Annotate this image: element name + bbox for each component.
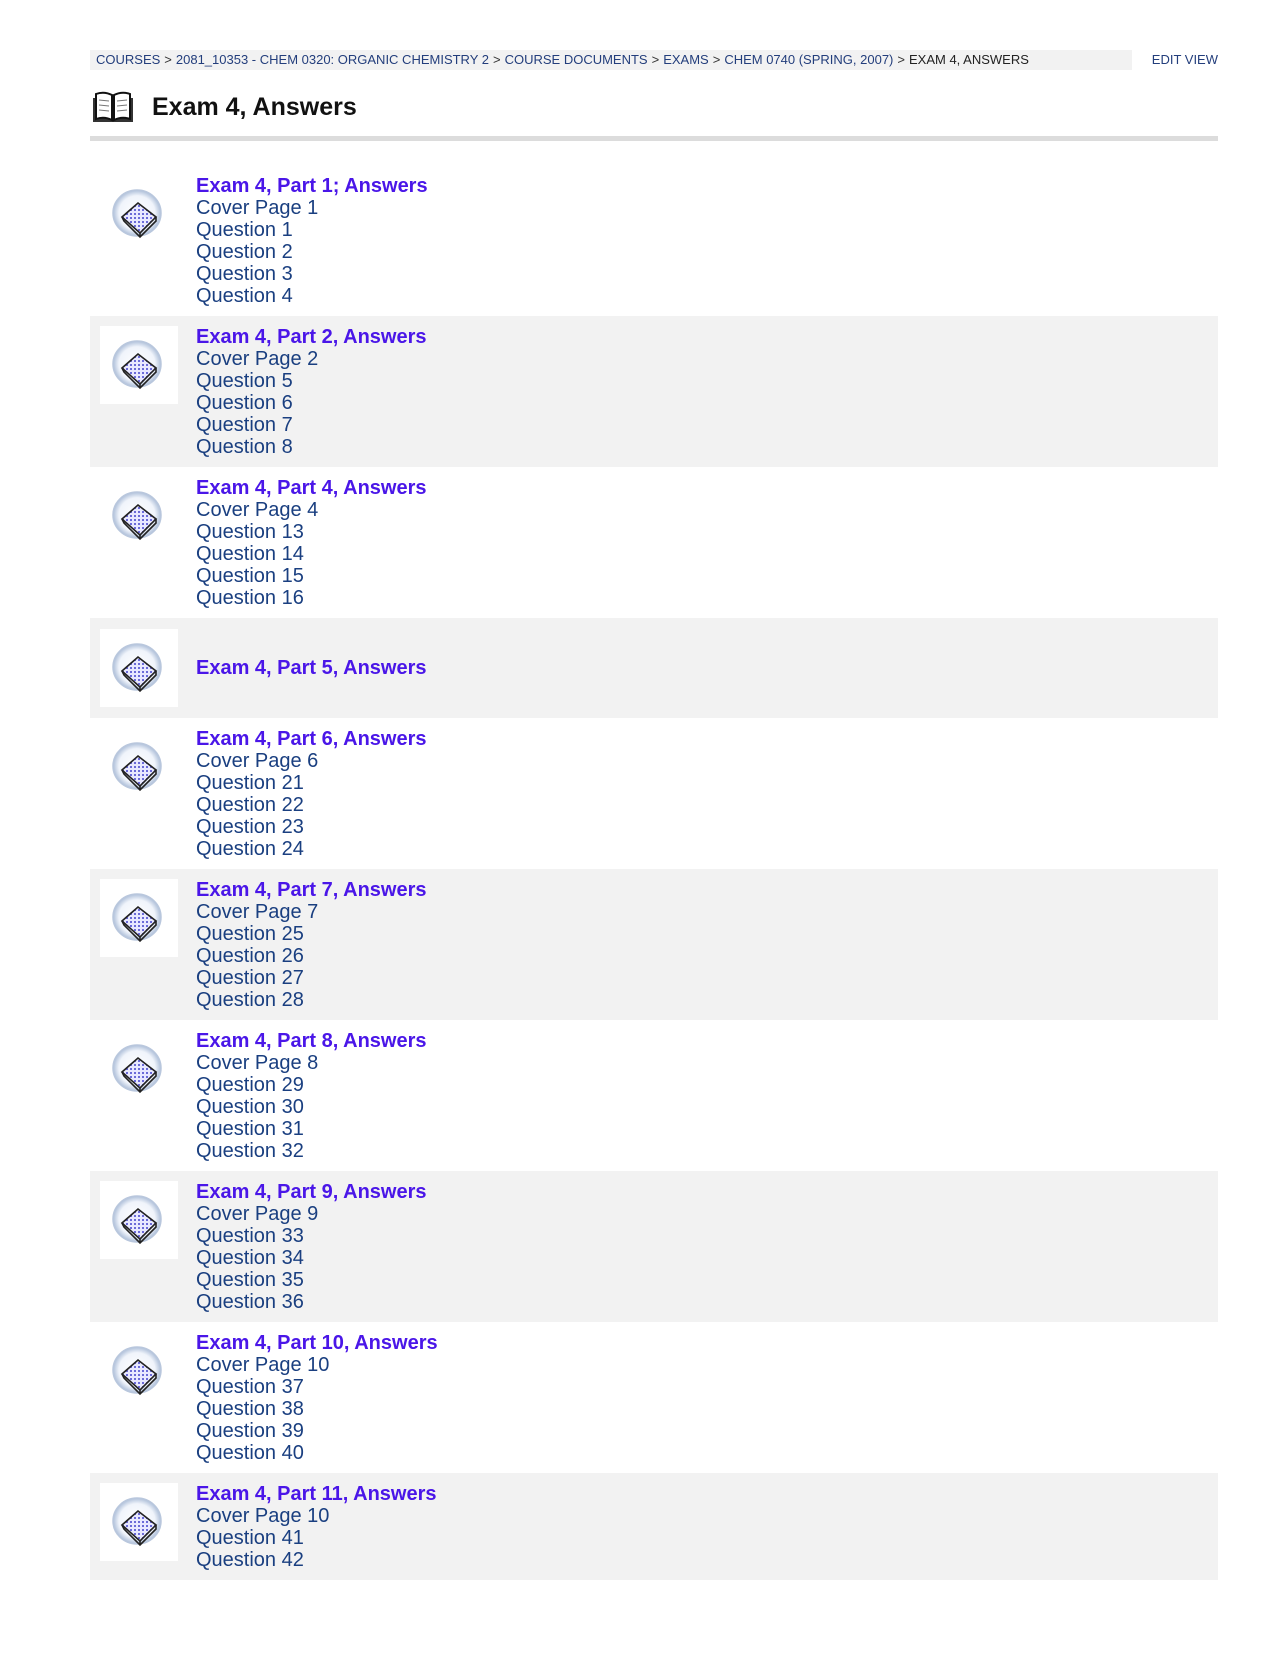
breadcrumb-courses[interactable]: COURSES (96, 52, 161, 67)
list-item (90, 1020, 1218, 1171)
sub-link[interactable]: Cover Page 10 (196, 1354, 330, 1376)
document-diamond-icon (110, 639, 168, 697)
sub-link[interactable]: Question 37 (196, 1376, 304, 1398)
page-header (90, 84, 1218, 130)
list-item (90, 1171, 1218, 1322)
sub-link[interactable]: Question 16 (196, 587, 304, 609)
document-diamond-icon (110, 1342, 168, 1400)
item-title-link[interactable]: Exam 4, Part 1; Answers (196, 175, 428, 197)
document-diamond-icon (110, 738, 168, 796)
document-icon-cell[interactable] (100, 879, 178, 957)
list-item (90, 718, 1218, 869)
document-icon-cell[interactable] (100, 728, 178, 806)
sub-link[interactable]: Cover Page 1 (196, 197, 319, 219)
breadcrumb-current: EXAM 4, ANSWERS (908, 52, 1029, 67)
item-text (196, 326, 427, 458)
sub-link[interactable]: Question 39 (196, 1420, 304, 1442)
sub-link[interactable]: Question 23 (196, 816, 304, 838)
breadcrumb (90, 50, 1132, 70)
sub-link[interactable]: Question 8 (196, 436, 293, 458)
item-text (196, 1181, 427, 1313)
sub-link[interactable]: Question 3 (196, 263, 293, 285)
list-item (90, 165, 1218, 316)
document-diamond-icon (110, 1191, 168, 1249)
sub-link[interactable]: Cover Page 2 (196, 348, 319, 370)
list-item (90, 869, 1218, 1020)
document-icon-cell[interactable] (100, 175, 178, 253)
item-text (196, 175, 428, 307)
document-icon-cell[interactable] (100, 1030, 178, 1108)
content-list (90, 165, 1218, 1580)
item-title-link[interactable]: Exam 4, Part 6, Answers (196, 728, 427, 750)
sub-link[interactable]: Cover Page 4 (196, 499, 319, 521)
sub-link[interactable]: Question 38 (196, 1398, 304, 1420)
item-title-link[interactable]: Exam 4, Part 7, Answers (196, 879, 427, 901)
breadcrumb-course[interactable]: 2081_10353 - CHEM 0320: ORGANIC CHEMISTRY 2 (175, 52, 489, 67)
sub-link[interactable]: Question 28 (196, 989, 304, 1011)
item-title-link[interactable]: Exam 4, Part 11, Answers (196, 1483, 437, 1505)
document-icon-cell[interactable] (100, 1181, 178, 1259)
document-diamond-icon (110, 1493, 168, 1551)
sub-link[interactable]: Cover Page 10 (196, 1505, 330, 1527)
open-book-icon (92, 90, 134, 124)
item-title-link[interactable]: Exam 4, Part 8, Answers (196, 1030, 427, 1052)
sub-link[interactable]: Question 1 (196, 219, 293, 241)
breadcrumb-exams[interactable]: EXAMS (663, 52, 709, 67)
sub-link[interactable]: Question 36 (196, 1291, 304, 1313)
sub-link[interactable]: Question 22 (196, 794, 304, 816)
document-diamond-icon (110, 336, 168, 394)
item-text (196, 657, 427, 679)
item-text (196, 477, 427, 609)
sub-link[interactable]: Question 25 (196, 923, 304, 945)
item-title-link[interactable]: Exam 4, Part 5, Answers (196, 657, 427, 679)
sub-link[interactable]: Question 26 (196, 945, 304, 967)
document-icon-cell[interactable] (100, 477, 178, 555)
sub-link[interactable]: Question 30 (196, 1096, 304, 1118)
sub-link[interactable]: Question 15 (196, 565, 304, 587)
sub-link[interactable]: Question 4 (196, 285, 293, 307)
page (90, 50, 1218, 1580)
sub-link[interactable]: Cover Page 9 (196, 1203, 319, 1225)
document-diamond-icon (110, 487, 168, 545)
breadcrumb-separator: > (164, 52, 172, 67)
sub-link[interactable]: Question 21 (196, 772, 304, 794)
breadcrumb-separator: > (493, 52, 501, 67)
document-icon-cell[interactable] (100, 1483, 178, 1561)
sub-link[interactable]: Question 24 (196, 838, 304, 860)
sub-link[interactable]: Question 31 (196, 1118, 304, 1140)
breadcrumb-separator: > (651, 52, 660, 67)
item-text (196, 728, 427, 860)
sub-link[interactable]: Question 14 (196, 543, 304, 565)
sub-link[interactable]: Question 5 (196, 370, 293, 392)
breadcrumb-course-documents[interactable]: COURSE DOCUMENTS (504, 52, 648, 67)
list-item (90, 467, 1218, 618)
sub-link[interactable]: Question 42 (196, 1549, 304, 1571)
list-item (90, 1473, 1218, 1580)
sub-link[interactable]: Question 6 (196, 392, 293, 414)
document-diamond-icon (110, 185, 168, 243)
item-text (196, 1483, 437, 1571)
item-title-link[interactable]: Exam 4, Part 10, Answers (196, 1332, 438, 1354)
breadcrumb-separator: > (712, 52, 721, 67)
document-diamond-icon (110, 1040, 168, 1098)
sub-link[interactable]: Cover Page 6 (196, 750, 319, 772)
sub-link[interactable]: Question 13 (196, 521, 304, 543)
sub-link[interactable]: Question 27 (196, 967, 304, 989)
item-title-link[interactable]: Exam 4, Part 4, Answers (196, 477, 427, 499)
title-divider (90, 136, 1218, 141)
breadcrumb-separator: > (897, 52, 905, 67)
item-text (196, 1332, 438, 1464)
item-text (196, 1030, 427, 1162)
sub-link[interactable]: Question 7 (196, 414, 293, 436)
sub-link[interactable]: Cover Page 7 (196, 901, 319, 923)
breadcrumb-chem-0740[interactable]: CHEM 0740 (SPRING, 2007) (724, 52, 894, 67)
document-icon-cell[interactable] (100, 326, 178, 404)
page-title: Exam 4, Answers (152, 92, 357, 121)
document-diamond-icon (110, 889, 168, 947)
sub-link[interactable]: Question 40 (196, 1442, 304, 1464)
sub-link[interactable]: Cover Page 8 (196, 1052, 319, 1074)
top-bar (90, 50, 1218, 74)
list-item (90, 1322, 1218, 1473)
sub-link[interactable]: Question 41 (196, 1527, 304, 1549)
edit-view-link[interactable]: EDIT VIEW (1151, 52, 1218, 67)
sub-link[interactable]: Question 32 (196, 1140, 304, 1162)
sub-link[interactable]: Question 33 (196, 1225, 304, 1247)
document-icon-cell[interactable] (100, 1332, 178, 1410)
sub-link[interactable]: Question 34 (196, 1247, 304, 1269)
sub-link[interactable]: Question 35 (196, 1269, 304, 1291)
document-icon-cell[interactable] (100, 629, 178, 707)
item-title-link[interactable]: Exam 4, Part 9, Answers (196, 1181, 427, 1203)
item-text (196, 879, 427, 1011)
list-item (90, 618, 1218, 718)
item-title-link[interactable]: Exam 4, Part 2, Answers (196, 326, 427, 348)
sub-link[interactable]: Question 2 (196, 241, 293, 263)
sub-link[interactable]: Question 29 (196, 1074, 304, 1096)
list-item (90, 316, 1218, 467)
